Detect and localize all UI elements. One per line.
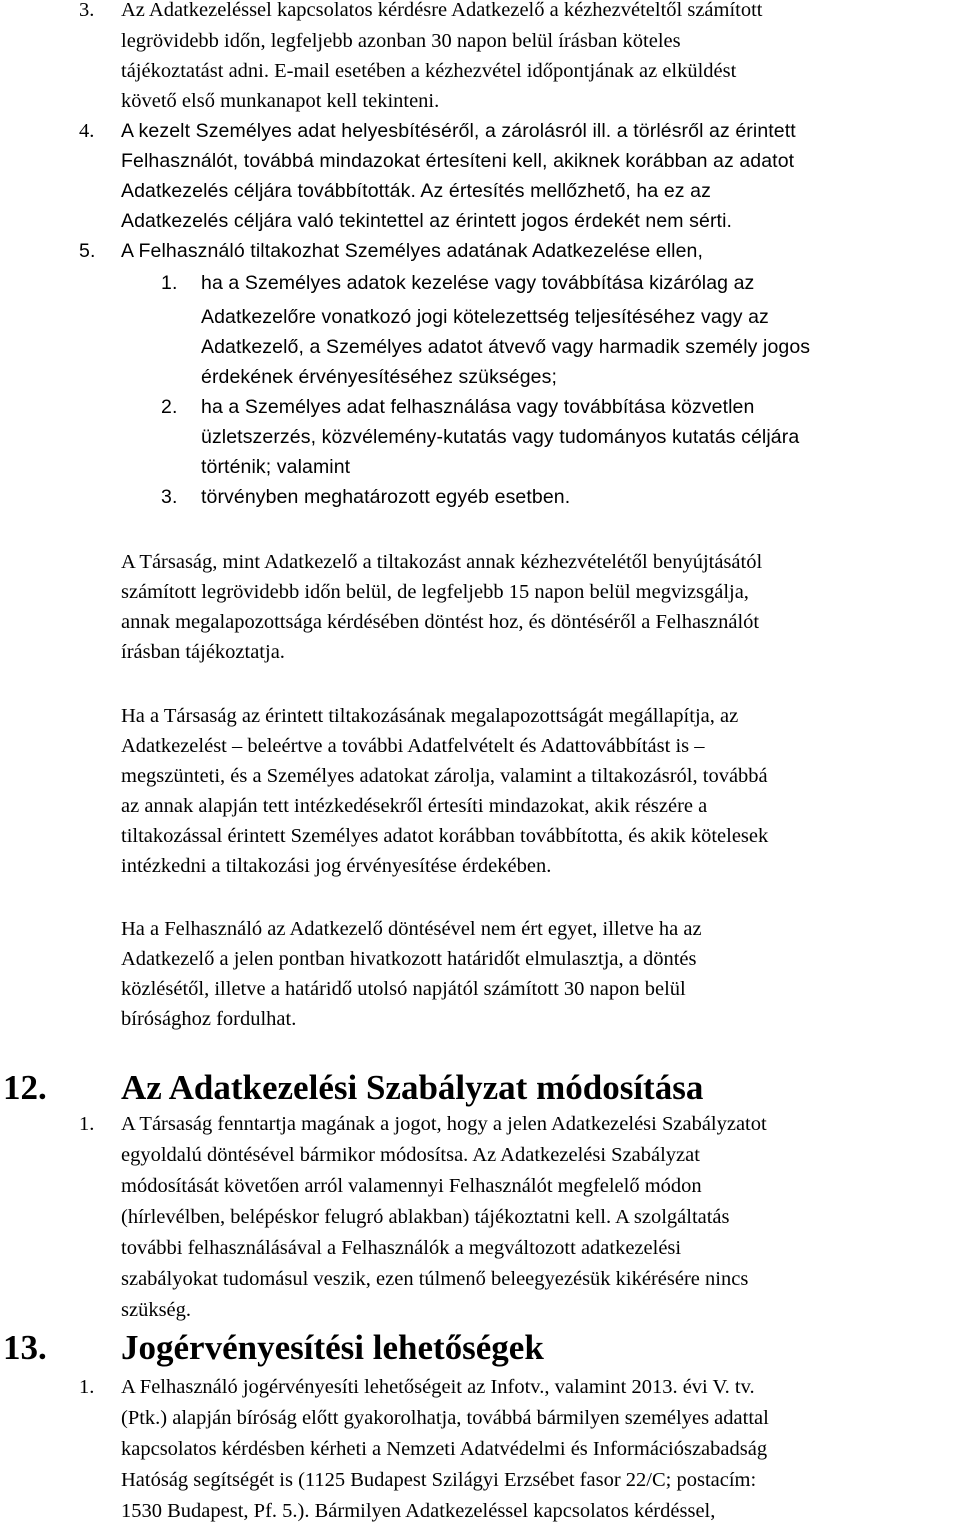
text-line: Adatkezelő a jelen pontban hivatkozott határidőt elmulasztja, a döntés — [121, 948, 697, 970]
text-line: ha a Személyes adatok kezelése vagy továbbítása kizárólag az — [201, 272, 755, 294]
text-line: követő első munkanapot kell tekinteni. — [121, 90, 440, 112]
item-number: 5. — [79, 240, 96, 262]
text-line: szabályokat tudomásul veszik, ezen túlmenő beleegyezésük kikérésére nincs — [121, 1268, 749, 1290]
text-line: A Társaság fenntartja magának a jogot, hogy a jelen Adatkezelési Szabályzatot — [121, 1113, 767, 1135]
text-line: bírósághoz fordulhat. — [121, 1008, 297, 1030]
item-number: 1. — [79, 1376, 95, 1398]
text-line: Adatkezelés céljára való tekintettel az érintett jogos érdekét nem sérti. — [121, 210, 733, 232]
text-line: kapcsolatos kérdésben kérheti a Nemzeti Adatvédelmi és Információszabadság — [121, 1438, 768, 1460]
text-line: az annak alapján tett intézkedésekről értesíti mindazokat, akik részére a — [121, 795, 708, 817]
text-line: törvényben meghatározott egyéb esetben. — [201, 486, 571, 508]
text-line: szükség. — [121, 1299, 192, 1321]
text-line: további felhasználásával a Felhasználók a megváltozott adatkezelési — [121, 1237, 682, 1259]
text-line: írásban tájékoztatja. — [121, 641, 285, 663]
section-title: Jogérvényesítési lehetőségek — [121, 1328, 544, 1367]
section-number: 12. — [3, 1068, 47, 1107]
section-title: Az Adatkezelési Szabályzat módosítása — [121, 1068, 704, 1107]
item-number: 4. — [79, 120, 95, 142]
text-line: A Felhasználó tiltakozhat Személyes adatának Adatkezelése ellen, — [121, 240, 704, 262]
text-line: egyoldalú döntésével bármikor módosítsa. Az Adatkezelési Szabályzat — [121, 1144, 700, 1166]
text-line: Hatóság segítségét is (1125 Budapest Szilágyi Erzsébet fasor 22/C; postacím: — [121, 1469, 757, 1491]
sub-item-number: 1. — [161, 272, 178, 294]
text-line: Ha a Felhasználó az Adatkezelő döntésével nem ért egyet, illetve ha az — [121, 918, 702, 940]
text-line: legrövidebb időn, legfeljebb azonban 30 napon belül írásban köteles — [121, 30, 681, 52]
text-line: módosítását követően arról valamennyi Felhasználót megfelelő módon — [121, 1175, 702, 1197]
text-line: annak megalapozottsága kérdésében döntést hoz, és döntéséről a Felhasználót — [121, 611, 760, 633]
text-line: Ha a Társaság az érintett tiltakozásának megalapozottságát megállapítja, az — [121, 705, 739, 727]
text-line: intézkedni a tiltakozási jog érvényesítése érdekében. — [121, 855, 552, 877]
item-number: 1. — [79, 1113, 95, 1135]
text-line: (hírlevélben, belépéskor felugró ablakban) tájékoztatni kell. A szolgáltatás — [121, 1206, 730, 1228]
text-line: Az Adatkezeléssel kapcsolatos kérdésre Adatkezelő a kézhezvételtől számított — [121, 0, 763, 21]
text-line: történik; valamint — [201, 456, 351, 478]
text-line: tiltakozással érintett Személyes adatot korábban továbbította, és akik kötelesek — [121, 825, 769, 847]
sub-item-number: 3. — [161, 486, 178, 508]
item-number: 3. — [79, 0, 95, 21]
text-line: ha a Személyes adat felhasználása vagy továbbítása közvetlen — [201, 396, 755, 418]
text-line: A Felhasználó jogérvényesíti lehetőségeit az Infotv., valamint 2013. évi V. tv. — [121, 1376, 755, 1398]
text-line: 1530 Budapest, Pf. 5.). Bármilyen Adatkezeléssel kapcsolatos kérdéssel, — [121, 1500, 716, 1522]
sub-item-number: 2. — [161, 396, 178, 418]
text-line: Adatkezelőre vonatkozó jogi kötelezettség teljesítéséhez vagy az — [201, 306, 769, 328]
text-line: közlésétől, illetve a határidő utolsó napjától számított 30 napon belül — [121, 978, 686, 1000]
text-line: üzletszerzés, közvélemény-kutatás vagy tudományos kutatás céljára — [201, 426, 800, 448]
text-line: tájékoztatást adni. E-mail esetében a kézhezvétel időpontjának az elküldést — [121, 60, 737, 82]
text-line: Adatkezelést – beleértve a további Adatfelvételt és Adattovábbítást is – — [121, 735, 705, 757]
text-line: érdekének érvényesítéséhez szükséges; — [201, 366, 557, 388]
text-line: megszünteti, és a Személyes adatokat zárolja, valamint a tiltakozásról, továbbá — [121, 765, 768, 787]
text-line: Adatkezelő, a Személyes adatot átvevő vagy harmadik személy jogos — [201, 336, 811, 358]
text-line: (Ptk.) alapján bíróság előtt gyakorolhatja, továbbá bármilyen személyes adattal — [121, 1407, 769, 1429]
text-line: A Társaság, mint Adatkezelő a tiltakozást annak kézhezvételétől benyújtásától — [121, 551, 763, 573]
text-line: Felhasználót, továbbá mindazokat értesíteni kell, akiknek korábban az adatot — [121, 150, 795, 172]
text-line: A kezelt Személyes adat helyesbítéséről, a zárolásról ill. a törlésről az érintett — [121, 120, 796, 142]
section-number: 13. — [3, 1328, 47, 1367]
text-line: Adatkezelés céljára továbbították. Az értesítés mellőzhető, ha ez az — [121, 180, 711, 202]
text-line: számított legrövidebb időn belül, de legfeljebb 15 napon belül megvizsgálja, — [121, 581, 749, 603]
